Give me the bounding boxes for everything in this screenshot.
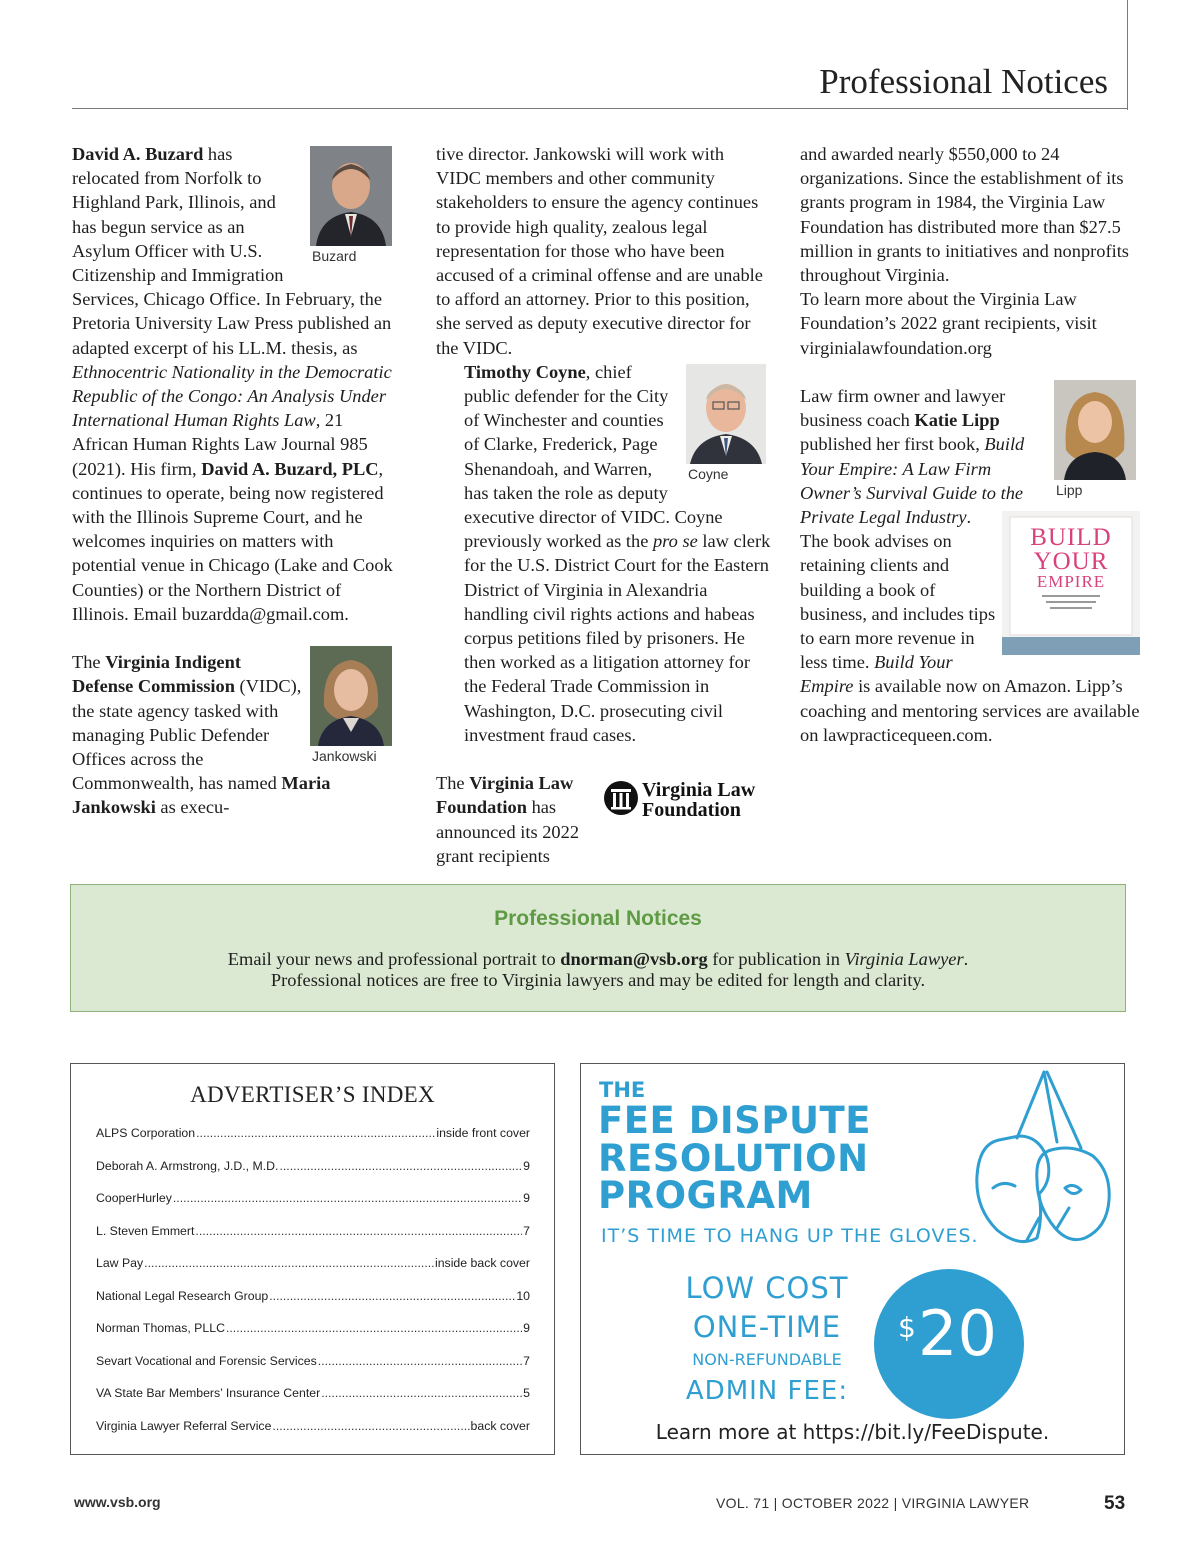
lipp-name: Katie Lipp — [914, 410, 1000, 431]
advertiser-row — [96, 1224, 530, 1257]
buzard-photo — [310, 146, 402, 264]
vidc-text-2: as execu- — [155, 797, 230, 818]
advertiser-name: CooperHurley — [96, 1191, 172, 1205]
vlf-org: Virginia Law Foundation — [436, 773, 574, 818]
buzard-caption: Buzard — [312, 248, 357, 264]
vlf-logo-line-2: Foundation — [642, 799, 741, 822]
column-3 — [800, 142, 1140, 747]
lipp-photo — [1054, 380, 1140, 498]
notice-publication: Virginia Lawyer — [844, 949, 964, 969]
submission-notice-box — [70, 884, 1126, 1012]
coyne-photo — [686, 364, 772, 482]
jankowski-caption: Jankowski — [312, 748, 377, 765]
ad-the: THE — [599, 1078, 646, 1102]
lipp-text-2: . The book advises on retaining clients and building a book of business, and includes tips to earn more revenue in less time. — [800, 507, 996, 673]
advertiser-row — [96, 1419, 530, 1452]
advertiser-page: 9 — [523, 1321, 530, 1335]
vlf-more-info: To learn more about the Virginia Law Foundation’s 2022 grant recipients, visit virginialawfoundation.org — [800, 289, 1097, 358]
vidc-org: Virginia Indigent Defense Commission — [72, 652, 241, 697]
notice-text-a: Email your news and professional portrait to — [227, 949, 561, 969]
vlf-text-1: has announced its 2022 grant recipients — [436, 797, 580, 866]
ad-headline-1: FEE DISPUTE — [598, 1099, 872, 1142]
coyne-portrait — [686, 364, 772, 464]
fee-dispute-ad — [580, 1063, 1125, 1455]
advertiser-page: 9 — [523, 1191, 530, 1205]
footer-url[interactable]: www.vsb.org — [74, 1494, 161, 1510]
vlf-logo-line-1: Virginia Law — [642, 779, 756, 802]
advertiser-page: 10 — [516, 1288, 530, 1303]
advertiser-name: L. Steven Emmert — [96, 1223, 195, 1238]
advertiser-name: ALPS Corporation — [96, 1126, 196, 1140]
vlf-continued: and awarded nearly $550,000 to 24 organizations. Since the establishment of its grants program in 1984, the Virginia Law Foundation has distributed more than $27.5 million in grants to initiatives and nonprofits throughout Virginia. — [800, 144, 1129, 286]
buzard-firm: David A. Buzard, PLC — [201, 458, 379, 479]
lipp-text-0: Law firm owner and lawyer business coach — [800, 386, 1006, 431]
cover-line-1: BUILD — [1030, 524, 1112, 552]
page-title: Professional Notices — [819, 62, 1108, 101]
advertisers-index-title: ADVERTISER’S INDEX — [190, 1082, 435, 1107]
jankowski-continued: tive director. Jankowski will work with VIDC members and other community stakeholders to ensure the agency continues to provide high quality, zealous legal representation for those who have been accused of a criminal offense and are unable to afford an attorney. Prior to this position, she served as deputy executive director for the VIDC. — [436, 144, 763, 358]
coyne-caption: Coyne — [688, 465, 729, 482]
column-1 — [72, 142, 402, 820]
ad-one-time: ONE-TIME — [692, 1310, 842, 1344]
advertiser-page: inside front cover — [436, 1126, 530, 1140]
buzard-text-3: , continues to operate, being now registered with the Illinois Supreme Court, and he welcomes inquiries on matters with potential venue in Chicago (Lake and Cook Counties) or the Northern District of Illinois. Email buzardda@gmail.com. — [72, 458, 393, 624]
advertiser-name: Virginia Lawyer Referral Service — [96, 1418, 272, 1433]
advertiser-row — [96, 1159, 530, 1192]
lipp-portrait — [1054, 380, 1140, 480]
advertiser-name: Norman Thomas, PLLC — [96, 1321, 225, 1335]
notice-text-b: for publication in — [707, 949, 845, 969]
notice-text-c: . — [963, 949, 969, 969]
jankowski-portrait — [310, 646, 402, 746]
advertiser-row — [96, 1354, 530, 1387]
lipp-text-1: published her first book, — [800, 434, 985, 455]
price-amount: 20 — [918, 1297, 997, 1370]
build-your-empire-cover — [1002, 511, 1140, 655]
ad-headline-3: PROGRAM — [598, 1174, 813, 1217]
notice-line-2: Professional notices are free to Virginia lawyers and may be edited for length and clarity. — [270, 970, 926, 990]
virginia-law-foundation-logo — [602, 775, 772, 821]
ad-non-refundable: NON-REFUNDABLE — [692, 1350, 842, 1369]
advertiser-name: Deborah A. Armstrong, J.D., M.D. — [96, 1158, 279, 1173]
vidc-text-0: The — [72, 652, 106, 673]
cover-line-2: YOUR — [1033, 548, 1109, 576]
advertiser-page: inside back cover — [434, 1256, 530, 1270]
advertiser-page: 7 — [523, 1223, 530, 1238]
column-2 — [436, 142, 772, 868]
vlf-text-0: The — [436, 773, 470, 794]
vidc-person: Maria Jankowski — [72, 773, 331, 818]
price-currency: $ — [898, 1311, 916, 1344]
advertiser-page: back cover — [470, 1418, 530, 1433]
advertiser-page: 9 — [523, 1158, 530, 1173]
coyne-prose: pro se — [652, 531, 698, 552]
coyne-text-1: , chief public defender for the City of Winchester and counties of Clarke, Frederick, Page Shenandoah, and Warren, has taken the role as deputy executive director of VIDC. Coyne previously worked as the — [464, 361, 723, 552]
advertisers-index — [70, 1063, 555, 1455]
boxing-gloves-icon — [969, 1068, 1119, 1268]
ad-headline-2: RESOLUTION — [598, 1137, 869, 1180]
lipp-caption: Lipp — [1056, 482, 1083, 499]
advertiser-row — [96, 1191, 530, 1224]
advertiser-name: VA State Bar Members’ Insurance Center — [96, 1386, 321, 1400]
advertiser-page: 5 — [523, 1386, 530, 1400]
notice-line-1 — [71, 949, 1125, 970]
coyne-name: Timothy Coyne — [464, 361, 586, 382]
notice-title: Professional Notices — [494, 907, 702, 930]
lipp-book-short: Build Your Empire — [800, 652, 953, 697]
advertiser-page: 7 — [523, 1353, 530, 1368]
ad-learn-more-link[interactable]: Learn more at https://bit.ly/FeeDispute. — [655, 1420, 1050, 1444]
ad-admin-fee: ADMIN FEE: — [685, 1376, 849, 1406]
jankowski-photo — [310, 646, 402, 764]
advertiser-row — [96, 1289, 530, 1322]
page-number: 53 — [1104, 1493, 1126, 1514]
advertiser-row — [96, 1126, 530, 1159]
buzard-text-1: has relocated from Norfolk to Highland Park, Illinois, and has begun service as an Asylum Officer with U.S. Citizenship and Immigration Services, Chicago Office. In February, the Pretoria University Law Press published an adapted excerpt of his LL.M. thesis, as — [72, 144, 392, 358]
buzard-thesis: Ethnocentric Nationality in the Democratic Republic of the Congo: An Analysis Under International Human Rights Law — [72, 361, 392, 431]
vidc-text-1: (VIDC), the state agency tasked with managing Public Defender Offices across the Commonwealth, has named — [72, 676, 302, 794]
buzard-text-2: , 21 African Human Rights Law Journal 985 (2021). His firm, — [72, 410, 368, 479]
lipp-text-3: is available now on Amazon. Lipp’s coaching and mentoring services are available on lawpracticequeen.com. — [800, 676, 1140, 745]
ad-low-cost: LOW COST — [685, 1271, 849, 1305]
advertiser-name: Sevart Vocational and Forensic Services — [96, 1353, 317, 1368]
buzard-portrait — [310, 146, 402, 246]
advertiser-row — [96, 1321, 530, 1354]
advertisers-list — [96, 1126, 530, 1451]
notice-email-link[interactable]: dnorman@vsb.org — [560, 949, 708, 969]
coyne-text-2: law clerk for the U.S. District Court for the Eastern District of Virginia in Alexandria handling civil rights actions and habeas corpus petitions filed by prisoners. He then worked as a litigation attorney for the Federal Trade Commission in Washington, D.C. prosecuting civil investment fraud cases. — [464, 531, 771, 745]
footer-issue: VOL. 71 | OCTOBER 2022 | VIRGINIA LAWYER — [716, 1495, 1030, 1511]
advertiser-name: Law Pay — [96, 1256, 144, 1270]
buzard-name: David A. Buzard — [72, 144, 204, 164]
ad-tagline: IT’S TIME TO HANG UP THE GLOVES. — [601, 1225, 979, 1247]
advertiser-row — [96, 1256, 530, 1289]
cover-line-3: EMPIRE — [1036, 572, 1106, 592]
advertiser-row — [96, 1386, 530, 1419]
advertiser-name: National Legal Research Group — [96, 1288, 269, 1303]
header-rule — [72, 108, 1128, 109]
price-badge — [874, 1269, 1024, 1419]
lipp-book: Build Your Empire: A Law Firm Owner’s Survival Guide to the Private Legal Industry — [800, 434, 1025, 528]
header-vertical-rule — [1127, 0, 1128, 110]
